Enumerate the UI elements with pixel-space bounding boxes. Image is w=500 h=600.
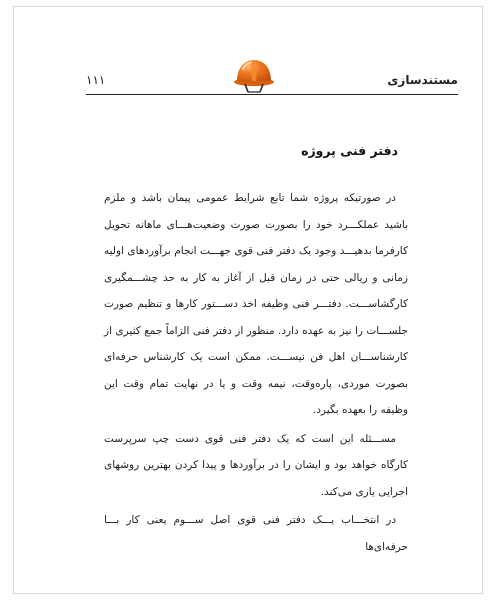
document-page: [13, 6, 483, 594]
header-title: مستندسازی: [387, 73, 458, 87]
section-title: دفتر فنی پروژه: [301, 143, 398, 158]
paragraph: در صورتیکه پروژه شما تابع شرایط عمومی پیمان باشد و ملزم باشید عملکـــرد خود را بصورت صورت وضعیت‌هـــای ماهانه تحویل کارفرما بدهیـــد وجود یک دفتر فنی قوی جهـــت انجام برآوردهای اولیه زمانی و ریالی حتی در زمان قبل از آغاز به کار به حد چشـــمگیری کارگشاســـت. دفتـــر فنی وظیفه اخذ دســـتور کارها و تنظیم صورت جلســـات را نیز به عهده دارد. منظور از دفتر فنی الزاماً جمع کثیری از کارشناســـان اهل فن نیســـت. ممکن است یک کارشناس حرفه‌ای بصورت موردی، پاره‌وقت، نیمه وقت و یا در نهایت تمام وقت این وظیفه را بعهده بگیرد.: [104, 192, 408, 416]
paragraph: در انتخـــاب یـــک دفتر فنی قوی اصل ســـوم یعنی کار بـــا حرفه‌ای‌ها: [104, 514, 408, 553]
page-number: ۱۱۱: [86, 73, 106, 87]
header-divider: [86, 94, 458, 95]
page-header: [14, 7, 482, 107]
body-text: [104, 185, 408, 560]
construction-helmet-icon: [232, 55, 276, 95]
paragraph: مســـئله این است که یک دفتر فنی قوی دست چپ سرپرست کارگاه خواهد بود و ایشان را در برآوردها و پیدا کردن بهترین روشهای اجرایی یاری می‌کند.: [104, 432, 408, 498]
